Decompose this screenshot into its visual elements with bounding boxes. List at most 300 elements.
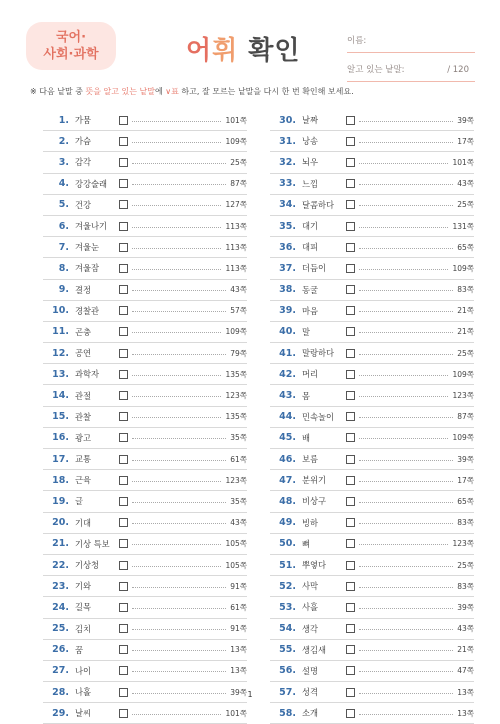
word-number: 2. — [58, 135, 69, 147]
word-checkbox[interactable] — [119, 582, 128, 591]
instruction-text-before: 다음 낱말 중 — [39, 87, 86, 96]
dotted-leader — [132, 184, 226, 185]
word-item — [43, 428, 247, 449]
word-number: 44. — [279, 411, 296, 423]
word-number: 36. — [279, 241, 296, 253]
word-text: 결정 — [75, 284, 92, 295]
word-number: 16. — [52, 432, 69, 444]
dotted-leader — [132, 417, 221, 418]
word-checkbox[interactable] — [346, 666, 355, 675]
word-checkbox[interactable] — [346, 391, 355, 400]
word-text: 민속놀이 — [302, 411, 335, 422]
word-number: 3. — [58, 156, 69, 168]
word-checkbox[interactable] — [346, 285, 355, 294]
word-item — [43, 513, 247, 534]
word-checkbox[interactable] — [346, 158, 355, 167]
word-number: 54. — [279, 623, 296, 635]
dotted-leader — [132, 205, 221, 206]
dotted-leader — [359, 629, 453, 630]
word-page: 17쪽 — [457, 136, 474, 146]
dotted-leader — [359, 248, 453, 249]
word-number: 51. — [279, 559, 296, 571]
word-item — [43, 301, 247, 322]
dotted-leader — [132, 269, 221, 270]
word-page: 91쪽 — [230, 624, 247, 634]
word-number: 8. — [58, 262, 69, 274]
word-page: 131쪽 — [452, 221, 474, 231]
word-item — [270, 576, 474, 597]
word-item — [43, 110, 247, 131]
word-number: 21. — [52, 538, 69, 550]
word-item — [270, 703, 474, 724]
word-text: 강강술래 — [75, 178, 108, 189]
word-item — [270, 640, 474, 661]
dotted-leader — [359, 375, 448, 376]
instruction-text-after: 하고, 잘 모르는 낱말을 다시 한 번 확인해 보세요. — [178, 87, 354, 96]
dotted-leader — [359, 269, 448, 270]
word-checkbox[interactable] — [346, 116, 355, 125]
word-page: 65쪽 — [457, 496, 474, 506]
dotted-leader — [132, 566, 221, 567]
dotted-leader — [132, 608, 226, 609]
word-number: 35. — [279, 220, 296, 232]
word-text: 말랑하다 — [302, 348, 335, 359]
word-number: 9. — [58, 284, 69, 296]
word-checkbox[interactable] — [119, 645, 128, 654]
name-label: 이름: — [347, 36, 367, 46]
word-checkbox[interactable] — [346, 243, 355, 252]
word-item — [270, 322, 474, 343]
word-checkbox[interactable] — [346, 327, 355, 336]
word-text: 경찰관 — [75, 305, 100, 316]
word-number: 33. — [279, 178, 296, 190]
word-text: 길목 — [75, 602, 92, 613]
instruction — [30, 86, 354, 97]
name-row[interactable] — [347, 24, 475, 53]
word-page: 43쪽 — [457, 179, 474, 189]
word-page: 35쪽 — [230, 496, 247, 506]
word-item — [270, 174, 474, 195]
word-item — [270, 513, 474, 534]
word-page: 39쪽 — [457, 454, 474, 464]
word-number: 57. — [279, 686, 296, 698]
word-checkbox[interactable] — [119, 179, 128, 188]
word-checkbox[interactable] — [346, 137, 355, 146]
dotted-leader — [359, 438, 448, 439]
word-page: 21쪽 — [457, 306, 474, 316]
word-checkbox[interactable] — [346, 624, 355, 633]
word-number: 17. — [52, 453, 69, 465]
word-page: 109쪽 — [225, 136, 247, 146]
word-item — [270, 258, 474, 279]
word-checkbox[interactable] — [346, 200, 355, 209]
word-item — [43, 322, 247, 343]
word-checkbox[interactable] — [346, 222, 355, 231]
word-checkbox[interactable] — [119, 561, 128, 570]
word-page: 91쪽 — [230, 581, 247, 591]
word-checkbox[interactable] — [346, 518, 355, 527]
dotted-leader — [359, 396, 448, 397]
word-checkbox[interactable] — [119, 433, 128, 442]
word-text: 교통 — [75, 454, 92, 465]
dotted-leader — [359, 523, 453, 524]
word-checkbox[interactable] — [119, 137, 128, 146]
word-number: 32. — [279, 156, 296, 168]
word-text: 기상 특보 — [75, 538, 110, 549]
word-checkbox[interactable] — [346, 264, 355, 273]
dotted-leader — [359, 163, 448, 164]
word-page: 109쪽 — [225, 327, 247, 337]
word-text: 겨울잠 — [75, 263, 100, 274]
word-item — [43, 491, 247, 512]
dotted-leader — [359, 650, 453, 651]
dotted-leader — [359, 290, 453, 291]
word-number: 5. — [58, 199, 69, 211]
dotted-leader — [132, 248, 221, 249]
page-title — [186, 30, 301, 67]
word-item — [43, 364, 247, 385]
word-number: 28. — [52, 686, 69, 698]
word-checkbox[interactable] — [119, 370, 128, 379]
word-page: 61쪽 — [230, 602, 247, 612]
dotted-leader — [132, 332, 221, 333]
word-text: 겨울나기 — [75, 221, 108, 232]
word-page: 113쪽 — [225, 242, 247, 252]
word-number: 37. — [279, 262, 296, 274]
student-info — [347, 24, 475, 82]
word-text: 곤충 — [75, 326, 92, 337]
word-item — [43, 619, 247, 640]
word-page: 83쪽 — [457, 581, 474, 591]
page-number: 1 — [247, 690, 253, 699]
word-text: 생김새 — [302, 644, 327, 655]
word-checkbox[interactable] — [346, 497, 355, 506]
word-checkbox[interactable] — [119, 603, 128, 612]
dotted-leader — [359, 332, 453, 333]
word-checkbox[interactable] — [119, 476, 128, 485]
word-number: 42. — [279, 368, 296, 380]
word-text: 가슴 — [75, 136, 92, 147]
word-page: 25쪽 — [457, 200, 474, 210]
word-number: 48. — [279, 495, 296, 507]
dotted-leader — [132, 438, 226, 439]
word-item — [270, 555, 474, 576]
word-text: 공연 — [75, 348, 92, 359]
word-text: 나홀 — [75, 687, 92, 698]
subject-badge — [26, 22, 116, 70]
word-item — [43, 597, 247, 618]
word-checkbox[interactable] — [119, 243, 128, 252]
word-item — [43, 258, 247, 279]
word-page: 43쪽 — [230, 285, 247, 295]
word-text: 글 — [75, 496, 84, 507]
word-item — [270, 195, 474, 216]
word-item — [43, 131, 247, 152]
subject-line-2: 사회·과학 — [43, 47, 99, 62]
word-text: 대기 — [302, 221, 319, 232]
word-list-left — [43, 110, 247, 724]
word-number: 7. — [58, 241, 69, 253]
instruction-mark: ※ — [30, 87, 37, 96]
word-checkbox[interactable] — [346, 709, 355, 718]
word-checkbox[interactable] — [119, 116, 128, 125]
word-page: 109쪽 — [452, 433, 474, 443]
word-item — [270, 449, 474, 470]
word-page: 65쪽 — [457, 242, 474, 252]
word-page: 25쪽 — [457, 348, 474, 358]
dotted-leader — [359, 205, 453, 206]
dotted-leader — [132, 671, 226, 672]
word-item — [270, 343, 474, 364]
word-checkbox[interactable] — [119, 539, 128, 548]
word-text: 날씨 — [75, 708, 92, 719]
word-text: 기와 — [75, 581, 92, 592]
word-checkbox[interactable] — [346, 306, 355, 315]
word-text: 관절 — [75, 390, 92, 401]
word-checkbox[interactable] — [119, 158, 128, 167]
word-item — [270, 407, 474, 428]
word-item — [270, 661, 474, 682]
word-item — [43, 407, 247, 428]
word-page: 35쪽 — [230, 433, 247, 443]
word-page: 43쪽 — [230, 518, 247, 528]
word-page: 79쪽 — [230, 348, 247, 358]
word-page: 87쪽 — [457, 412, 474, 422]
dotted-leader — [132, 354, 226, 355]
word-number: 40. — [279, 326, 296, 338]
word-checkbox[interactable] — [119, 306, 128, 315]
word-page: 123쪽 — [225, 475, 247, 485]
dotted-leader — [132, 502, 226, 503]
word-text: 소개 — [302, 708, 319, 719]
title-part-2: 휘 — [212, 36, 239, 66]
word-text: 비상구 — [302, 496, 327, 507]
word-text: 더듬이 — [302, 263, 327, 274]
word-page: 83쪽 — [457, 285, 474, 295]
word-text: 기대 — [75, 517, 92, 528]
word-page: 123쪽 — [452, 391, 474, 401]
word-number: 46. — [279, 453, 296, 465]
word-number: 14. — [52, 390, 69, 402]
word-text: 보름 — [302, 454, 319, 465]
word-item — [43, 703, 247, 724]
word-checkbox[interactable] — [346, 179, 355, 188]
dotted-leader — [359, 566, 453, 567]
dotted-leader — [359, 544, 448, 545]
word-number: 30. — [279, 114, 296, 126]
word-text: 말 — [302, 326, 311, 337]
word-checkbox[interactable] — [119, 497, 128, 506]
word-number: 38. — [279, 284, 296, 296]
word-checkbox[interactable] — [346, 539, 355, 548]
word-item — [270, 491, 474, 512]
word-checkbox[interactable] — [119, 455, 128, 464]
word-number: 20. — [52, 517, 69, 529]
word-number: 6. — [58, 220, 69, 232]
word-page: 47쪽 — [457, 666, 474, 676]
word-page: 13쪽 — [457, 708, 474, 718]
word-checkbox[interactable] — [346, 349, 355, 358]
instruction-highlight-1: 뜻을 알고 있는 낱말 — [85, 87, 155, 96]
word-text: 뇌우 — [302, 157, 319, 168]
word-item — [43, 534, 247, 555]
word-text: 감각 — [75, 157, 92, 168]
word-text: 느낌 — [302, 178, 319, 189]
word-item — [43, 174, 247, 195]
word-checkbox[interactable] — [119, 200, 128, 209]
word-number: 41. — [279, 347, 296, 359]
word-item — [43, 661, 247, 682]
word-checkbox[interactable] — [346, 455, 355, 464]
word-item — [270, 364, 474, 385]
word-text: 대피 — [302, 242, 319, 253]
word-checkbox[interactable] — [119, 624, 128, 633]
word-item — [270, 280, 474, 301]
word-page: 83쪽 — [457, 518, 474, 528]
dotted-leader — [359, 587, 453, 588]
instruction-highlight-2: ∨표 — [165, 87, 179, 96]
dotted-leader — [132, 650, 226, 651]
word-checkbox[interactable] — [119, 666, 128, 675]
word-item — [43, 640, 247, 661]
word-checkbox[interactable] — [346, 603, 355, 612]
word-checkbox[interactable] — [119, 391, 128, 400]
word-text: 낭송 — [302, 136, 319, 147]
dotted-leader — [359, 460, 453, 461]
dotted-leader — [132, 290, 226, 291]
word-text: 기상청 — [75, 560, 100, 571]
word-item — [43, 343, 247, 364]
word-checkbox[interactable] — [346, 561, 355, 570]
dotted-leader — [132, 163, 226, 164]
word-text: 마음 — [302, 305, 319, 316]
word-page: 105쪽 — [225, 560, 247, 570]
word-text: 사막 — [302, 581, 319, 592]
word-checkbox[interactable] — [119, 518, 128, 527]
word-checkbox[interactable] — [346, 433, 355, 442]
word-number: 29. — [52, 707, 69, 719]
word-page: 101쪽 — [452, 157, 474, 167]
word-text: 머리 — [302, 369, 319, 380]
dotted-leader — [132, 481, 221, 482]
word-item — [270, 470, 474, 491]
word-page: 101쪽 — [225, 115, 247, 125]
word-page: 25쪽 — [457, 560, 474, 570]
word-item — [43, 576, 247, 597]
dotted-leader — [132, 121, 221, 122]
dotted-leader — [359, 608, 453, 609]
word-number: 49. — [279, 517, 296, 529]
word-number: 13. — [52, 368, 69, 380]
dotted-leader — [132, 142, 221, 143]
word-number: 26. — [52, 644, 69, 656]
word-number: 31. — [279, 135, 296, 147]
word-page: 13쪽 — [230, 645, 247, 655]
word-item — [270, 597, 474, 618]
dotted-leader — [359, 311, 453, 312]
dotted-leader — [359, 121, 453, 122]
word-text: 몸 — [302, 390, 311, 401]
word-checkbox[interactable] — [119, 222, 128, 231]
word-checkbox[interactable] — [119, 349, 128, 358]
word-checkbox[interactable] — [346, 412, 355, 421]
word-text: 꿈 — [75, 644, 84, 655]
word-text: 광고 — [75, 432, 92, 443]
word-checkbox[interactable] — [119, 709, 128, 718]
word-number: 39. — [279, 305, 296, 317]
word-number: 18. — [52, 474, 69, 486]
word-checkbox[interactable] — [119, 327, 128, 336]
word-checkbox[interactable] — [346, 582, 355, 591]
word-page: 21쪽 — [457, 327, 474, 337]
word-page: 57쪽 — [230, 306, 247, 316]
dotted-leader — [132, 227, 221, 228]
word-text: 배 — [302, 432, 311, 443]
word-number: 4. — [58, 178, 69, 190]
word-number: 47. — [279, 474, 296, 486]
word-text: 성격 — [302, 687, 319, 698]
word-item — [270, 534, 474, 555]
word-page: 13쪽 — [457, 687, 474, 697]
word-text: 생각 — [302, 623, 319, 634]
word-item — [43, 152, 247, 173]
dotted-leader — [132, 375, 221, 376]
word-checkbox[interactable] — [346, 645, 355, 654]
word-text: 빙하 — [302, 517, 319, 528]
word-page: 109쪽 — [452, 369, 474, 379]
word-number: 27. — [52, 665, 69, 677]
word-page: 101쪽 — [225, 708, 247, 718]
dotted-leader — [132, 311, 226, 312]
word-number: 10. — [52, 305, 69, 317]
word-item — [43, 470, 247, 491]
word-item — [270, 428, 474, 449]
word-number: 50. — [279, 538, 296, 550]
word-checkbox[interactable] — [119, 264, 128, 273]
word-page: 135쪽 — [225, 369, 247, 379]
word-number: 56. — [279, 665, 296, 677]
dotted-leader — [359, 354, 453, 355]
word-checkbox[interactable] — [346, 476, 355, 485]
title-part-1: 어 — [186, 36, 213, 66]
word-text: 근육 — [75, 475, 92, 486]
word-text: 관찰 — [75, 411, 92, 422]
word-number: 25. — [52, 623, 69, 635]
word-text: 사흘 — [302, 602, 319, 613]
word-checkbox[interactable] — [346, 370, 355, 379]
word-text: 김치 — [75, 623, 92, 634]
word-page: 25쪽 — [230, 157, 247, 167]
dotted-leader — [132, 523, 226, 524]
word-page: 43쪽 — [457, 624, 474, 634]
word-item — [270, 301, 474, 322]
dotted-leader — [359, 481, 453, 482]
word-text: 설명 — [302, 665, 319, 676]
dotted-leader — [132, 544, 221, 545]
word-item — [270, 131, 474, 152]
word-page: 21쪽 — [457, 645, 474, 655]
word-list-right — [270, 110, 474, 724]
word-checkbox[interactable] — [119, 285, 128, 294]
word-checkbox[interactable] — [119, 412, 128, 421]
word-text: 뼈 — [302, 538, 311, 549]
word-number: 55. — [279, 644, 296, 656]
known-count-row[interactable] — [347, 53, 475, 82]
word-number: 23. — [52, 580, 69, 592]
word-page: 39쪽 — [230, 687, 247, 697]
dotted-leader — [359, 417, 453, 418]
word-item — [270, 237, 474, 258]
